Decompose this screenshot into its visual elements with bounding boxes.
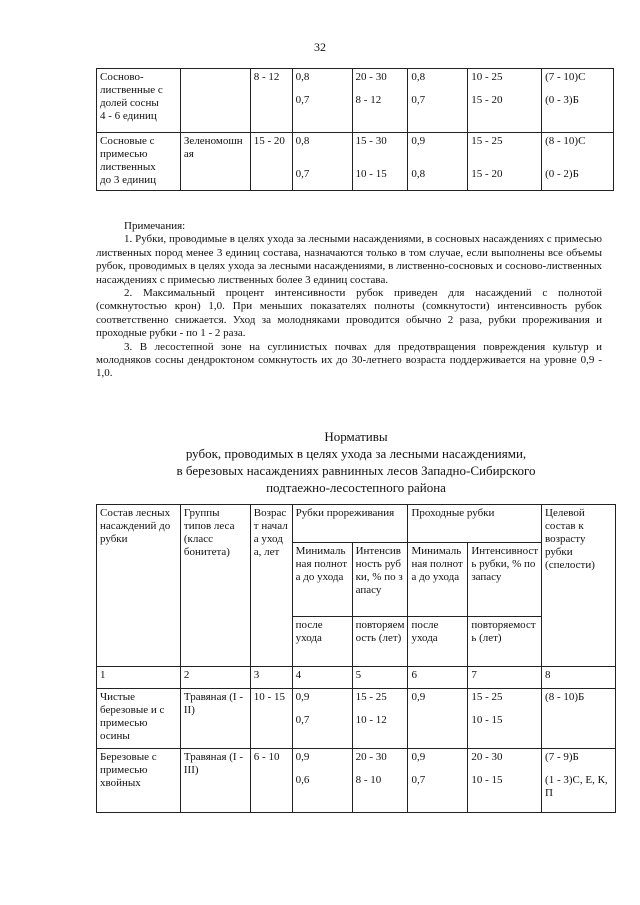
column-number: 2 xyxy=(180,667,250,689)
table-row xyxy=(97,133,614,191)
pass-intensity-cell: 20 - 30 10 - 15 xyxy=(468,749,542,813)
header-age: Возраст начала ухода, лет xyxy=(250,505,292,667)
target-cell: (8 - 10)Б xyxy=(542,689,616,749)
pass-intensity-cell: 15 - 25 10 - 15 xyxy=(468,689,542,749)
header-after: после ухода xyxy=(408,617,468,667)
table-row xyxy=(97,689,616,749)
column-number: 7 xyxy=(468,667,542,689)
table-row xyxy=(97,749,616,813)
age-cell: 15 - 20 xyxy=(250,133,292,191)
pass-density-cell: 0,9 0,8 xyxy=(408,133,468,191)
thin-density-cell: 0,8 0,7 xyxy=(292,133,352,191)
header-repeat: повторяемость (лет) xyxy=(352,617,408,667)
pass-intensity-cell: 10 - 25 15 - 20 xyxy=(468,69,542,133)
column-number: 6 xyxy=(408,667,468,689)
age-cell: 6 - 10 xyxy=(250,749,292,813)
pass-density-cell: 0,8 0,7 xyxy=(408,69,468,133)
composition-cell: Березовые с примесью хвойных xyxy=(97,749,181,813)
column-number-row xyxy=(97,667,616,689)
thin-density-cell: 0,9 0,6 xyxy=(292,749,352,813)
forest-type-cell xyxy=(180,69,250,133)
header-row xyxy=(97,505,616,543)
note-item: 3. В лесостепной зоне на суглинистых почвах для предотвращения повреждения культур и молодняков сосны дендроктоном сомкнутость их до 30-летнего возраста поддерживается на уровне 0,9 - 1,0. xyxy=(96,340,602,380)
composition-cell: Сосново- лиственные с долей сосны 4 - 6 единиц xyxy=(97,69,181,133)
header-min-density: Минимальная полнота до ухода xyxy=(408,543,468,617)
header-composition: Состав лесных насаждений до рубки xyxy=(97,505,181,667)
thin-intensity-cell: 15 - 25 10 - 12 xyxy=(352,689,408,749)
header-intensity: Интенсивность рубки, % по запасу xyxy=(468,543,542,617)
thin-intensity-cell: 15 - 30 10 - 15 xyxy=(352,133,408,191)
pass-intensity-cell: 15 - 25 15 - 20 xyxy=(468,133,542,191)
thin-density-cell: 0,9 0,7 xyxy=(292,689,352,749)
composition-cell: Чистые березовые и с примесью осины xyxy=(97,689,181,749)
composition-cell: Сосновые с примесью лиственных до 3 единиц xyxy=(97,133,181,191)
header-min-density: Минимальная полнота до ухода xyxy=(292,543,352,617)
header-repeat: повторяемость (лет) xyxy=(468,617,542,667)
column-number: 4 xyxy=(292,667,352,689)
header-forest-groups: Группы типов леса (класс бонитета) xyxy=(180,505,250,667)
thin-intensity-cell: 20 - 30 8 - 10 xyxy=(352,749,408,813)
notes-section xyxy=(96,220,602,381)
target-cell: (8 - 10)С (0 - 2)Б xyxy=(542,133,614,191)
age-cell: 8 - 12 xyxy=(250,69,292,133)
header-intensity: Интенсивность рубки, % по запасу xyxy=(352,543,408,617)
heading-line: в березовых насаждениях равнинных лесов Западно-Сибирского xyxy=(176,463,536,478)
page-number: 32 xyxy=(314,40,326,54)
heading-line: рубок, проводимых в целях ухода за лесными насаждениями, xyxy=(185,446,527,461)
pine-thinning-table xyxy=(96,68,614,191)
header-after: после ухода xyxy=(292,617,352,667)
thin-intensity-cell: 20 - 30 8 - 12 xyxy=(352,69,408,133)
header-passage: Проходные рубки xyxy=(408,505,542,543)
column-number: 5 xyxy=(352,667,408,689)
column-number: 3 xyxy=(250,667,292,689)
table-row xyxy=(97,69,614,133)
target-cell: (7 - 10)С (0 - 3)Б xyxy=(542,69,614,133)
pass-density-cell: 0,9 xyxy=(408,689,468,749)
notes-title: Примечания: xyxy=(124,220,186,232)
section-heading xyxy=(96,428,616,496)
forest-type-cell: Травяная (I - II) xyxy=(180,689,250,749)
column-number: 8 xyxy=(542,667,616,689)
note-item: 1. Рубки, проводимые в целях ухода за лесными насаждениями, в сосновых насаждениях с примесью лиственных пород менее 3 единиц состава, назначаются только в том случае, если выполнены все объемы рубок, проводимых в целях ухода за лесными насаждениями, в лиственно-сосновых и сосново-лиственных насаждениях с примесью лиственных более 3 единиц состава. xyxy=(96,233,602,286)
age-cell: 10 - 15 xyxy=(250,689,292,749)
pass-density-cell: 0,9 0,7 xyxy=(408,749,468,813)
header-target: Целевой состав к возрасту рубки (спелости) xyxy=(542,505,616,667)
header-thinning: Рубки прореживания xyxy=(292,505,408,543)
heading-line: подтаежно-лесостепного района xyxy=(266,480,446,495)
column-number: 1 xyxy=(97,667,181,689)
forest-type-cell: Зеленомошная xyxy=(180,133,250,191)
forest-type-cell: Травяная (I - III) xyxy=(180,749,250,813)
heading-line: Нормативы xyxy=(324,429,388,444)
birch-thinning-table xyxy=(96,504,616,813)
thin-density-cell: 0,8 0,7 xyxy=(292,69,352,133)
target-cell: (7 - 9)Б (1 - 3)С, Е, К, П xyxy=(542,749,616,813)
note-item: 2. Максимальный процент интенсивности рубок приведен для насаждений с полнотой (сомкнутостью крон) 1,0. При меньших показателях полноты (сомкнутости) интенсивность рубок соответственно снижается. Уход за молодняками проводится обычно 2 раза, рубки прореживания и проходные рубки - по 1 - 2 раза. xyxy=(96,287,602,340)
